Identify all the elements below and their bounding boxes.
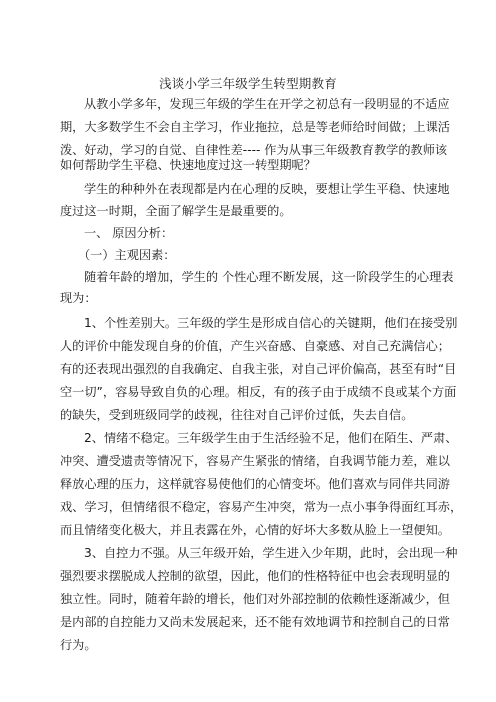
- paragraph-line: 3、自控力不强。从三年级开始，学生进入少年期，此时，会出现一种: [84, 546, 458, 560]
- section-heading: 一、 原因分析：: [84, 226, 174, 240]
- paragraph-line: 如何帮助学生平稳、快速地度过这一转型期呢？: [60, 158, 316, 172]
- paragraph-line: 冲突、遭受遗责等情况下，容易产生紧张的情绪，自我调节能力差，难以: [60, 454, 450, 468]
- paragraph-line: 戏、学习，但情绪很不稳定，容易产生冲突，常为一点小事争得面红耳赤，: [60, 500, 463, 514]
- paragraph-line: 释放心理的压力，这样就容易使他们的心情变坏。他们喜欢与同伴共同游: [60, 477, 450, 491]
- paragraph-line: 人的评价中能发现自身的价值，产生兴奋感、自豪感、对自己充满信心；: [60, 339, 450, 353]
- paragraph-line: 泼、好动，学习的自觉、自律性差---- 作为从事三年级教育教学的教师该: [60, 143, 448, 157]
- paragraph-line: 期，大多数学生不会自主学习，作业拖拉，总是等老师给时间做；上课活: [60, 120, 450, 134]
- paragraph-line: 现为：: [60, 291, 97, 305]
- subsection-heading: （一）主观因素：: [78, 248, 176, 262]
- paragraph-line: 度过这一时期，全面了解学生是最重要的。: [60, 204, 292, 218]
- paragraph-line: 学生的种种外在表现都是内在心理的反映，要想让学生平稳、快速地: [84, 182, 450, 196]
- paragraph-line: 从教小学多年，发现三年级的学生在开学之初总有一段明显的不适应: [84, 97, 450, 111]
- paragraph-line: 是内部的自控能力又尚未发展起来，还不能有效地调节和控制自己的日常: [60, 615, 450, 629]
- paragraph-line: 2、情绪不稳定。三年级学生由于生活经验不足，他们在陌生、严肃、: [84, 431, 458, 445]
- paragraph-line: 而且情绪变化极大，并且表露在外，心情的好坏大多数从脸上一望便知。: [60, 523, 450, 537]
- paragraph-line: 强烈要求摆脱成人控制的欲望，因此，他们的性格特征中也会表现明显的: [60, 569, 450, 583]
- paragraph-line: 1、个性差别大。三年级的学生是形成自信心的关键期，他们在接受别: [84, 316, 458, 330]
- paragraph-line: 空一切”，容易导致自负的心理。相反，有的孩子由于成绩不良或某个方面: [60, 385, 457, 399]
- paragraph-line: 独立性。同时，随着年龄的增长，他们对外部控制的依赖性逐渐减少，但: [60, 592, 450, 606]
- paragraph-line: 的缺失，受到班级同学的歧视，往往对自己评价过低，失去自信。: [60, 408, 414, 422]
- paragraph-line: 随着年龄的增加，学生的 个性心理不断发展，这一阶段学生的心理表: [84, 270, 454, 284]
- paragraph-line: 有的还表现出强烈的自我确定、自我主张，对自己评价偏高，甚至有时“目: [60, 362, 457, 376]
- paragraph-line: 行为。: [60, 638, 97, 652]
- document-title: 浅谈小学三年级学生转型期教育: [159, 76, 337, 91]
